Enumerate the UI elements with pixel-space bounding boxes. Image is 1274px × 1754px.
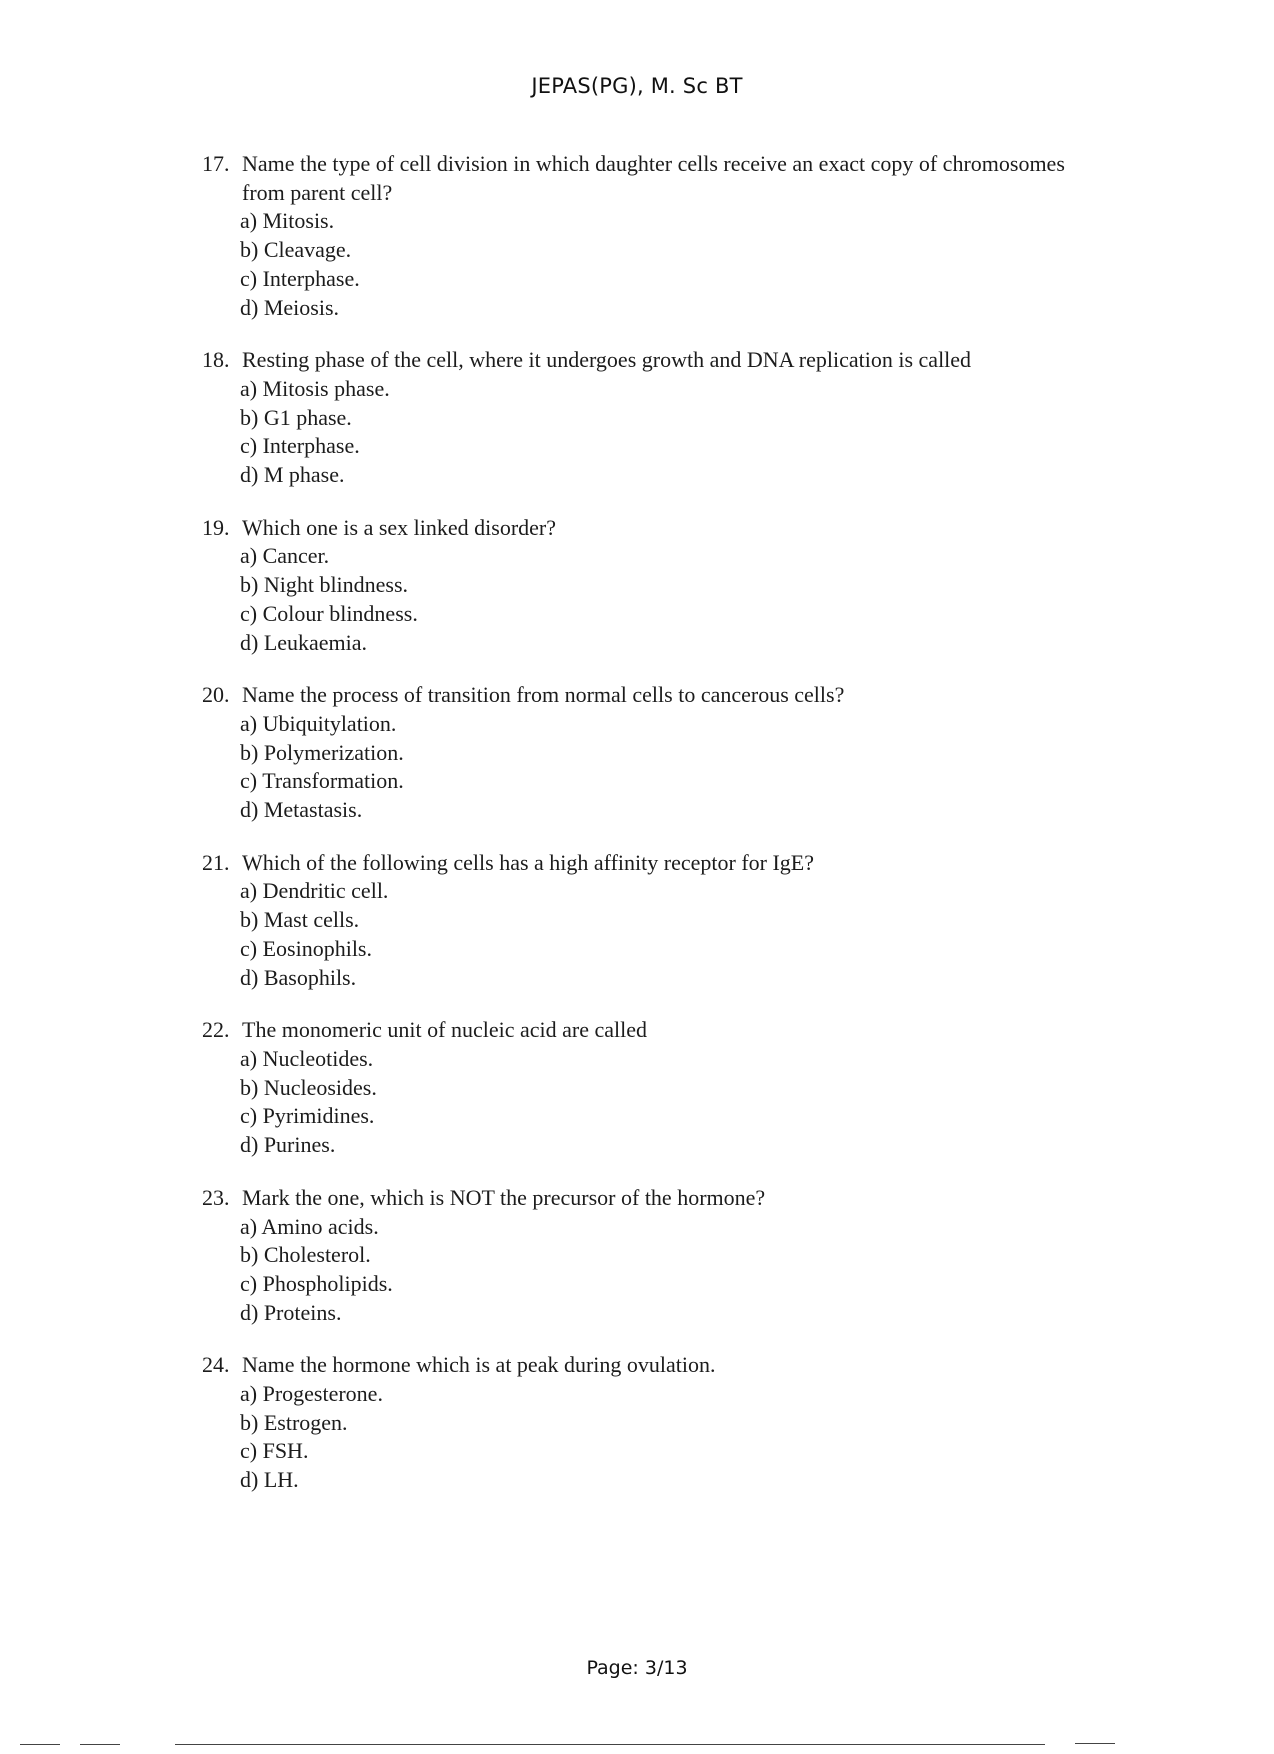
question-stem (202, 849, 1102, 878)
answer-option: a) Progesterone. (240, 1381, 383, 1407)
answer-option: c) Pyrimidines. (240, 1103, 375, 1129)
question-stem (202, 346, 1102, 375)
answer-option: c) Interphase. (240, 433, 360, 459)
question-text: Name the process of transition from normal cells to cancerous cells? (242, 682, 845, 708)
question-text: Which one is a sex linked disorder? (242, 514, 557, 540)
answer-option: d) LH. (240, 1467, 299, 1493)
answer-options (240, 375, 1102, 490)
answer-option: a) Mitosis. (240, 208, 335, 234)
answer-option: b) Cleavage. (240, 237, 352, 263)
question-stem (202, 1184, 1102, 1213)
answer-options (240, 877, 1102, 992)
question-text: Which of the following cells has a high affinity receptor for IgE? (242, 849, 815, 875)
question-number: 23. (202, 1184, 230, 1210)
answer-option: a) Nucleotides. (240, 1045, 374, 1071)
answer-option: c) FSH. (240, 1438, 309, 1464)
question-stem (202, 681, 1102, 710)
question-number: 19. (202, 514, 230, 540)
answer-option: b) Nucleosides. (240, 1074, 377, 1100)
question-text: Name the hormone which is at peak during ovulation. (242, 1352, 716, 1378)
question-number: 18. (202, 347, 230, 373)
answer-option: a) Dendritic cell. (240, 878, 389, 904)
answer-option: a) Amino acids. (240, 1213, 379, 1239)
question-item (202, 514, 1102, 658)
question-stem (202, 1016, 1102, 1045)
question-number: 20. (202, 682, 230, 708)
question-item (202, 150, 1102, 322)
answer-option: d) Leukaemia. (240, 629, 368, 655)
question-stem (202, 1351, 1102, 1380)
question-text: The monomeric unit of nucleic acid are called (242, 1017, 647, 1043)
question-number: 21. (202, 849, 230, 875)
scan-edge-line (80, 1744, 120, 1745)
question-text: Mark the one, which is NOT the precursor of the hormone? (242, 1184, 766, 1210)
answer-option: c) Phospholipids. (240, 1270, 393, 1296)
answer-option: b) G1 phase. (240, 404, 352, 430)
question-stem (202, 150, 1102, 207)
scan-edge-line (20, 1744, 60, 1745)
question-number: 17. (202, 151, 230, 176)
answer-option: b) Cholesterol. (240, 1242, 371, 1268)
answer-option: d) Metastasis. (240, 797, 363, 823)
page-number: Page: 3/13 (586, 1657, 688, 1679)
answer-option: b) Night blindness. (240, 572, 409, 598)
question-item (202, 1351, 1102, 1495)
answer-option: a) Cancer. (240, 543, 330, 569)
question-list (202, 150, 1102, 1519)
answer-option: d) Basophils. (240, 964, 357, 990)
question-item (202, 1184, 1102, 1328)
question-item (202, 681, 1102, 825)
question-item (202, 1016, 1102, 1160)
answer-options (240, 542, 1102, 657)
answer-option: c) Colour blindness. (240, 600, 418, 626)
answer-option: b) Mast cells. (240, 907, 360, 933)
question-text: Name the type of cell division in which daughter cells receive an exact copy of chromosomes from parent cell? (242, 151, 1065, 205)
answer-options (240, 1380, 1102, 1495)
answer-option: c) Interphase. (240, 265, 360, 291)
answer-options (240, 710, 1102, 825)
answer-option: c) Transformation. (240, 768, 404, 794)
answer-option: b) Polymerization. (240, 739, 404, 765)
answer-options (240, 1045, 1102, 1160)
answer-option: d) Meiosis. (240, 294, 339, 320)
question-number: 24. (202, 1352, 230, 1378)
answer-option: b) Estrogen. (240, 1409, 348, 1435)
answer-options (240, 207, 1102, 322)
scan-edge-line (1075, 1743, 1115, 1744)
answer-option: d) Proteins. (240, 1299, 342, 1325)
answer-option: a) Ubiquitylation. (240, 710, 397, 736)
answer-option: c) Eosinophils. (240, 935, 372, 961)
page-header: JEPAS(PG), M. Sc BT (531, 74, 743, 98)
answer-options (240, 1213, 1102, 1328)
answer-option: a) Mitosis phase. (240, 375, 390, 401)
scan-edge-line (175, 1744, 1045, 1745)
answer-option: d) Purines. (240, 1132, 336, 1158)
question-item (202, 346, 1102, 490)
question-text: Resting phase of the cell, where it undergoes growth and DNA replication is called (242, 347, 972, 373)
question-stem (202, 514, 1102, 543)
answer-option: d) M phase. (240, 462, 345, 488)
question-item (202, 849, 1102, 993)
question-number: 22. (202, 1017, 230, 1043)
